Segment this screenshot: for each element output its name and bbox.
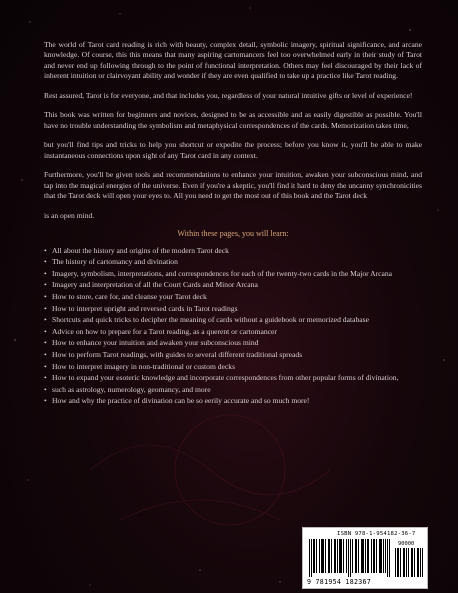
bullet-icon: • <box>44 396 47 406</box>
bullet-icon: • <box>44 361 47 371</box>
bullet-icon: • <box>44 292 47 301</box>
list-item: • Shortcuts and quick tricks to decipher the meaning of cards without a guidebook or memorized database <box>44 315 369 325</box>
intro-paragraph: but you'll find tips and tricks to help you shortcut or expedite the process; before you know it, you'll be able to make instantaneous connections upon sight of any Tarot card in any context. <box>44 140 422 160</box>
barcode-digits: 9 781954 182367 <box>307 578 372 586</box>
bullet-icon: • <box>44 349 47 359</box>
list-item: • How to interpret upright and reversed cards in Tarot readings <box>44 303 238 313</box>
list-item: • How to expand your esoteric knowledge and incorporate correspondences from other popular forms of divination, <box>44 373 399 383</box>
list-item: • Advice on how to prepare for a Tarot reading, as a querent or cartomancer <box>44 326 277 336</box>
isbn-barcode <box>302 527 428 589</box>
intro-paragraph: Furthermore, you'll be given tools and recommendations to enhance your intuition, awaken your subconscious mind, and tap into the magical energies of the universe. Even if you're a skeptic, you'll find it hard to deny the uncanny synchronicities that the Tarot deck will open your eyes to. All you need to get the most out of this book and the Tarot deck <box>44 170 422 201</box>
bullet-icon: • <box>44 303 47 313</box>
learn-list <box>44 246 422 407</box>
list-item: • such as astrology, numerology, geomancy, and more <box>44 384 211 394</box>
learn-heading: Within these pages, you will learn: <box>177 229 289 239</box>
bullet-icon: • <box>44 373 47 383</box>
bullet-icon: • <box>44 384 47 394</box>
list-item: • Imagery and interpretation of all the Court Cards and Minor Arcana <box>44 280 258 290</box>
bullet-icon: • <box>44 257 47 267</box>
bullet-icon: • <box>44 245 47 255</box>
bullet-icon: • <box>44 315 47 325</box>
price-code: 90000 <box>398 541 415 547</box>
addon-barcode-icon <box>395 548 423 577</box>
intro-paragraph: Rest assured, Tarot is for everyone, and that includes you, regardless of your natural intuitive gifts or level of experience! <box>44 90 413 100</box>
bullet-icon: • <box>44 338 47 348</box>
intro-paragraph: This book was written for beginners and novices, designed to be as accessible and as easily digestible as possible. You'll have no trouble understanding the symbolism and metaphysical correspondences of the cards. Memorization takes time, <box>44 110 422 130</box>
intro-paragraph: The world of Tarot card reading is rich with beauty, complex detail, symbolic imagery, spiritual significance, and arcane knowledge. Of course, this this means that many aspiring cartomancers feel too overwhelmed early in their study of Tarot and never end up following through to the point of functional interpretation. Others may feel discouraged by their lack of inherent intuition or clairvoyant ability and wonder if they are even qualified to take up a practice like Tarot reading. <box>44 40 422 81</box>
list-item: • How to store, care for, and cleanse your Tarot deck <box>44 292 207 301</box>
list-item: • How and why the practice of divination can be so eerily accurate and so much more! <box>44 396 310 406</box>
list-item: • All about the history and origins of the modern Tarot deck <box>44 245 229 255</box>
bullet-icon: • <box>44 280 47 290</box>
list-item: • The history of cartomancy and divination <box>44 257 178 267</box>
back-cover-text <box>44 40 422 408</box>
bullet-icon: • <box>44 326 47 336</box>
intro-paragraph: is an open mind. <box>44 210 95 220</box>
list-item: • How to interpret imagery in non-traditional or custom decks <box>44 361 236 371</box>
list-item: • How to enhance your intuition and awaken your subconscious mind <box>44 338 259 348</box>
barcode-bars-icon <box>309 539 391 577</box>
list-item: • Imagery, symbolism, interpretations, and correspondences for each of the twenty-two cards in the Major Arcana <box>44 268 393 278</box>
list-item: • How to perform Tarot readings, with guides to several different traditional spreads <box>44 349 303 359</box>
isbn-number: ISBN 978-1-954182-36-7 <box>337 531 416 537</box>
bullet-icon: • <box>44 268 47 278</box>
